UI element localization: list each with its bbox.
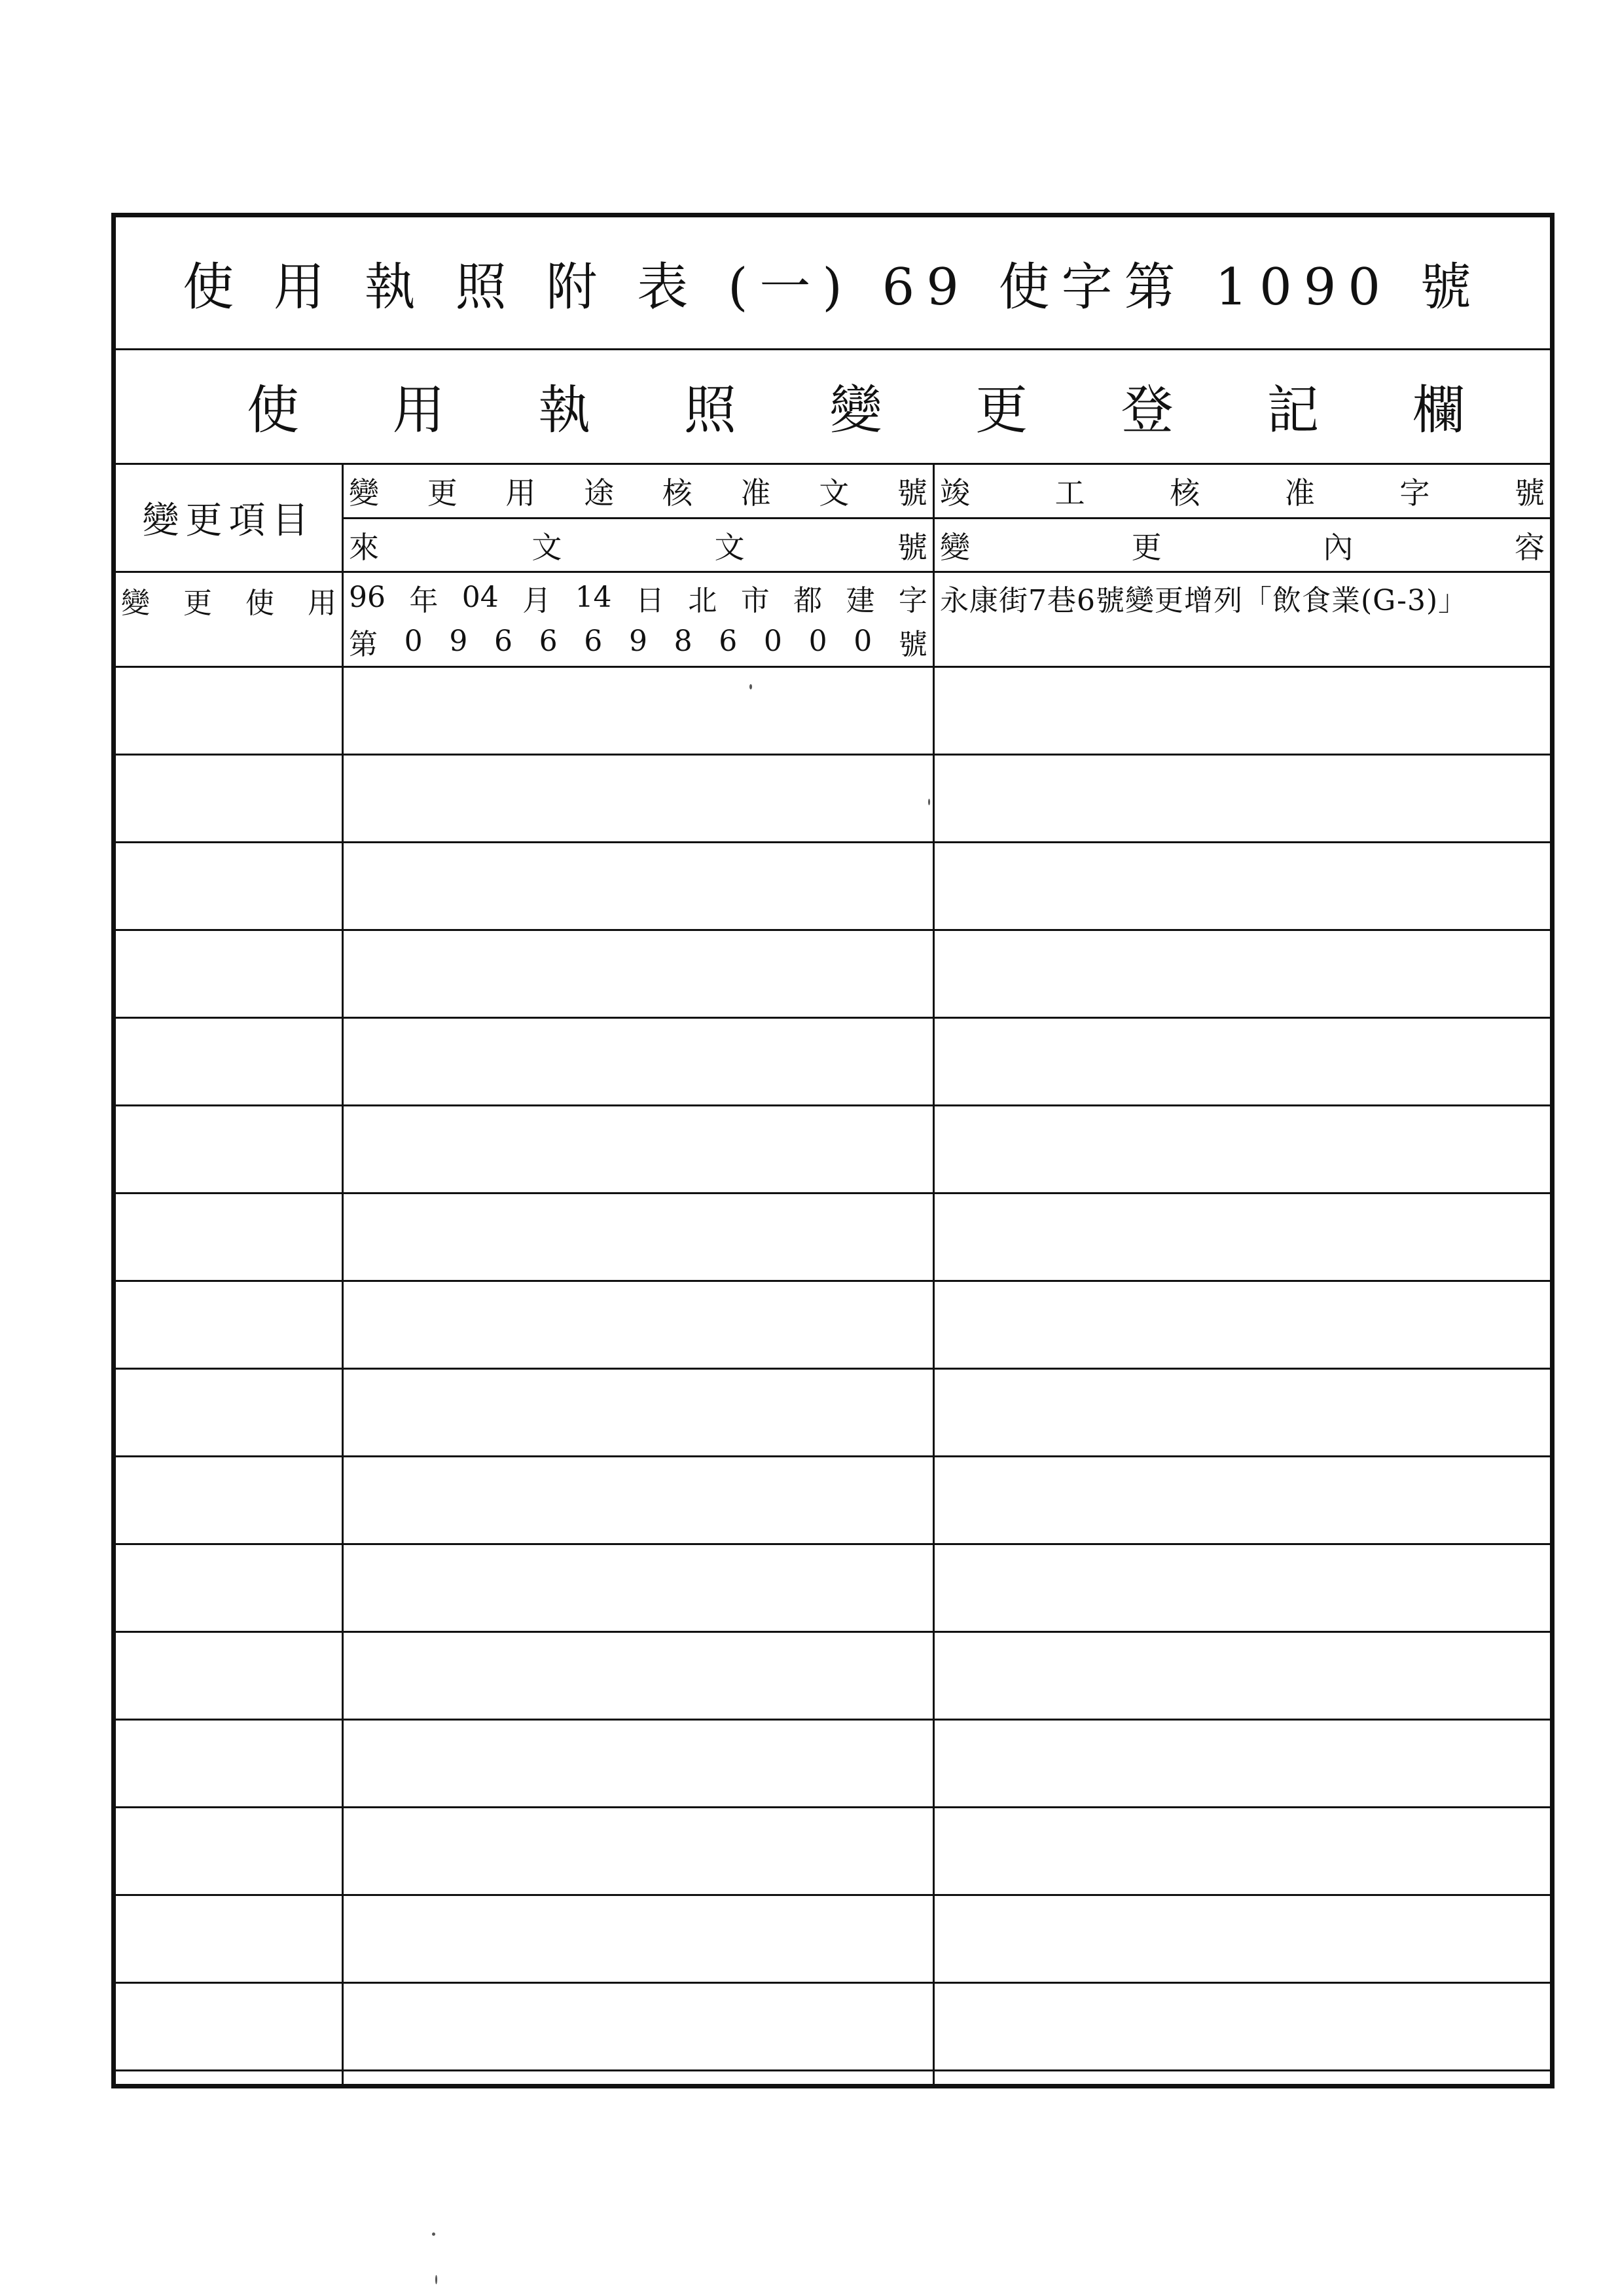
record-doc-line1: 96 年 04 月 14 日 北 市 都 建 字 (349, 581, 927, 617)
row-divider (116, 1631, 1550, 1633)
row-divider (116, 1455, 1550, 1457)
header-completion-approval-no: 竣 工 核 准 字 號 (940, 475, 1545, 511)
record-item: 變 更 使 用 (121, 587, 336, 620)
scan-speck (928, 799, 930, 805)
row-divider (116, 666, 1550, 668)
row-divider (116, 1719, 1550, 1721)
record-doc-line2: 第 0 9 6 6 6 9 8 6 0 0 0 號 (349, 625, 927, 661)
form-subtitle: 使 用 執 照 變 更 登 記 欄 (247, 380, 1465, 441)
row-divider (116, 1104, 1550, 1106)
scan-speck (749, 684, 752, 689)
header-change-content: 變 更 內 容 (940, 529, 1545, 565)
header-approval-doc-no: 變 更 用 途 核 准 文 號 (349, 475, 927, 511)
form-title: 使 用 執 照 附 表 (一) 69 使字第 1090 號 (183, 258, 1483, 317)
row-divider (116, 1368, 1550, 1370)
row-divider (116, 929, 1550, 931)
row-divider (116, 1192, 1550, 1194)
row-divider (116, 1982, 1550, 1984)
scan-speck (432, 2232, 435, 2236)
row-divider (116, 1280, 1550, 1282)
row-divider (116, 1894, 1550, 1896)
row-divider (116, 754, 1550, 756)
header-change-item: 變更項目 (142, 500, 315, 542)
divider (342, 465, 344, 2088)
row-divider (116, 2069, 1550, 2071)
row-divider (116, 1806, 1550, 1808)
scan-speck (435, 2275, 437, 2284)
row-divider (116, 841, 1550, 843)
divider (933, 465, 935, 2088)
row-divider (116, 1543, 1550, 1545)
row-divider (116, 1017, 1550, 1019)
change-registration-form (111, 213, 1555, 2088)
header-source-doc-no: 來 文 文 號 (349, 529, 927, 565)
record-change-content: 永康街7巷6號變更增列「飲食業(G-3)」 (940, 583, 1468, 617)
